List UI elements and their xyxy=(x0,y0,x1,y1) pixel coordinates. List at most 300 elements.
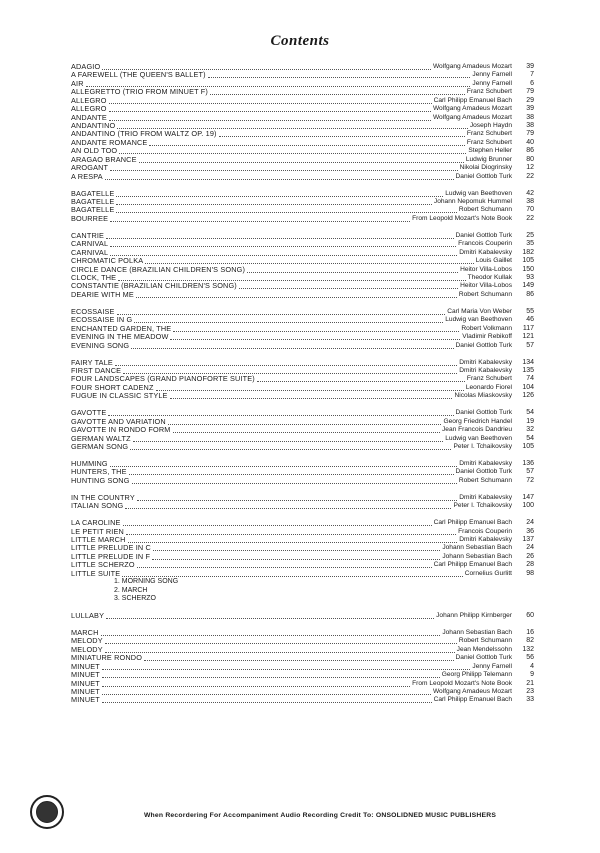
entry-composer: Stephen Heller xyxy=(468,147,512,155)
entry-title: AROGANT xyxy=(71,163,109,173)
entry-page-number: 54 xyxy=(526,409,534,417)
dot-leader xyxy=(110,241,456,247)
sub-movement: 1. MORNING SONG xyxy=(114,578,179,586)
dot-leader xyxy=(134,317,443,323)
entry-title: FIRST DANCE xyxy=(71,365,122,375)
entry-composer: Johann Sebastian Bach xyxy=(442,628,512,636)
dot-leader xyxy=(208,72,471,78)
toc-entry xyxy=(71,342,534,350)
entry-title: MINUET xyxy=(71,686,100,696)
dot-leader xyxy=(126,529,456,535)
entry-composer: Louis Gaillet xyxy=(475,257,512,265)
entry-composer: From Leopold Mozart's Note Book xyxy=(412,679,512,687)
entry-composer: Johann Sebastian Bach xyxy=(442,552,512,560)
dot-leader xyxy=(109,98,432,104)
entry-page-number: 104 xyxy=(522,383,534,391)
entry-composer: Daniel Gottlob Turk xyxy=(455,341,512,349)
entry-page-number: 22 xyxy=(526,172,534,180)
toc-entry xyxy=(71,88,534,96)
entry-title: LITTLE PRELUDE IN F xyxy=(71,551,151,561)
entry-page-number: 26 xyxy=(526,552,534,560)
entry-title: ENCHANTED GARDEN, THE xyxy=(71,323,172,333)
entry-title: GAVOTTE IN RONDO FORM xyxy=(71,425,171,435)
entry-title: DEARIE WITH ME xyxy=(71,289,134,299)
entry-page-number: 134 xyxy=(522,358,534,366)
dot-leader xyxy=(129,469,454,475)
entry-title: ANDANTINO (TRIO FROM WALTZ OP. 19) xyxy=(71,129,217,139)
entry-title: CANTRIE xyxy=(71,230,105,240)
dot-leader xyxy=(156,385,464,391)
toc-entry xyxy=(71,291,534,299)
entry-composer: Wolfgang Amadeus Mozart xyxy=(432,105,512,113)
toc-entry xyxy=(71,97,534,105)
dot-leader xyxy=(152,554,440,560)
dot-leader xyxy=(102,664,471,670)
entry-composer: Jenny Farnell xyxy=(472,71,512,79)
logo-emblem-icon xyxy=(36,801,58,823)
group-spacer xyxy=(71,511,534,520)
entry-page-number: 55 xyxy=(526,307,534,315)
toc-entry xyxy=(71,266,534,274)
entry-composer: Johann Nepomuk Hummel xyxy=(433,198,512,206)
dot-leader xyxy=(118,275,465,281)
entry-title: LITTLE MARCH xyxy=(71,534,126,544)
entry-composer: Jean Mendelssohn xyxy=(456,645,512,653)
entry-page-number: 150 xyxy=(522,265,534,273)
entry-title: CARNIVAL xyxy=(71,247,109,257)
entry-title: ADAGIO xyxy=(71,61,101,71)
entry-page-number: 56 xyxy=(526,654,534,662)
group-spacer xyxy=(71,350,534,359)
entry-page-number: 12 xyxy=(526,164,534,172)
entry-composer: Peter I. Tchaikovsky xyxy=(453,442,512,450)
entry-composer: Robert Schumann xyxy=(458,476,512,484)
entry-composer: Carl Maria Von Weber xyxy=(447,307,512,315)
entry-composer: Heitor Villa-Lobos xyxy=(460,265,512,273)
dot-leader xyxy=(168,419,442,425)
entry-title: FOUR SHORT CADENZ xyxy=(71,382,154,392)
toc-entry xyxy=(71,198,534,206)
entry-page-number: 38 xyxy=(526,198,534,206)
sub-movement: 2. MARCH xyxy=(114,586,148,594)
toc-entry xyxy=(71,528,534,536)
entry-page-number: 135 xyxy=(522,366,534,374)
entry-composer: Nikolai Diogrinsky xyxy=(459,164,512,172)
entry-page-number: 16 xyxy=(526,628,534,636)
group-spacer xyxy=(71,451,534,460)
entry-title: LITTLE SCHERZO xyxy=(71,560,135,570)
dot-leader xyxy=(106,233,453,239)
toc-entry xyxy=(71,553,534,561)
entry-composer: Georg Friedrich Handel xyxy=(443,417,512,425)
entry-composer: Ludwig van Beethoven xyxy=(445,434,512,442)
entry-page-number: 137 xyxy=(522,535,534,543)
dot-leader xyxy=(133,436,443,442)
dot-leader xyxy=(170,334,460,340)
entry-composer: Daniel Gottlob Turk xyxy=(455,409,512,417)
toc-entry xyxy=(71,215,534,223)
toc-entry xyxy=(71,333,534,341)
toc-entry xyxy=(71,460,534,468)
entry-title: ITALIAN SONG xyxy=(71,501,124,511)
entry-title: CHROMATIC POLKA xyxy=(71,256,144,266)
entry-composer: Ludwig van Beethoven xyxy=(445,316,512,324)
entry-title: EVENING IN THE MEADOW xyxy=(71,332,169,342)
dot-leader xyxy=(122,571,462,577)
entry-title: AIR xyxy=(71,78,84,88)
entry-page-number: 105 xyxy=(522,257,534,265)
entry-page-number: 23 xyxy=(526,687,534,695)
entry-title: GAVOTTE xyxy=(71,408,107,418)
entry-title: MINUET xyxy=(71,695,100,705)
entry-title: CIRCLE DANCE (BRAZILIAN CHILDREN'S SONG) xyxy=(71,264,246,274)
entry-page-number: 82 xyxy=(526,637,534,645)
dot-leader xyxy=(116,207,456,213)
toc-entry xyxy=(71,105,534,113)
contents-list xyxy=(71,63,534,705)
entry-composer: Leonardo Fiorel xyxy=(465,383,512,391)
entry-title: GERMAN WALTZ xyxy=(71,433,131,443)
toc-entry xyxy=(71,696,534,704)
entry-page-number: 98 xyxy=(526,569,534,577)
group-spacer xyxy=(71,181,534,190)
entry-page-number: 57 xyxy=(526,468,534,476)
group-spacer xyxy=(71,401,534,410)
entry-composer: Ludwig Brunner xyxy=(465,155,512,163)
publisher-logo xyxy=(30,795,64,829)
toc-entry xyxy=(71,164,534,172)
entry-page-number: 25 xyxy=(526,231,534,239)
entry-composer: Vladimir Rebikoff xyxy=(462,333,512,341)
dot-leader xyxy=(116,191,443,197)
dot-leader xyxy=(117,123,468,129)
entry-page-number: 60 xyxy=(526,611,534,619)
entry-page-number: 72 xyxy=(526,476,534,484)
entry-title: HUMMING xyxy=(71,458,108,468)
dot-leader xyxy=(125,503,451,509)
entry-title: FUGUE IN CLASSIC STYLE xyxy=(71,391,168,401)
group-spacer xyxy=(71,299,534,308)
footer-credit: When Recordering For Accompaniment Audio Recording Credit To: ONSOLIDNED MUSIC PUBLISHERS xyxy=(143,812,497,819)
entry-title: LA CAROLINE xyxy=(71,518,121,528)
dot-leader xyxy=(116,199,432,205)
entry-composer: Dmitri Kabalevsky xyxy=(459,248,512,256)
entry-composer: Carl Philipp Emanuel Bach xyxy=(433,96,512,104)
entry-title: ANDANTE ROMANCE xyxy=(71,137,148,147)
entry-page-number: 54 xyxy=(526,434,534,442)
entry-page-number: 24 xyxy=(526,544,534,552)
entry-composer: Robert Schumann xyxy=(458,206,512,214)
toc-entry xyxy=(71,561,534,569)
entry-composer: Joseph Haydn xyxy=(469,122,512,130)
entry-composer: From Leopold Mozart's Note Book xyxy=(412,214,512,222)
dot-leader xyxy=(110,216,410,222)
entry-composer: Wolfgang Amadeus Mozart xyxy=(432,687,512,695)
entry-title: CLOCK, THE xyxy=(71,273,117,283)
toc-entry xyxy=(71,426,534,434)
entry-composer: Robert Schumann xyxy=(458,637,512,645)
entry-page-number: 35 xyxy=(526,240,534,248)
entry-composer: Dmitri Kabalevsky xyxy=(459,366,512,374)
toc-entry xyxy=(71,494,534,502)
entry-title: HUNTING SONG xyxy=(71,475,130,485)
dot-leader xyxy=(173,427,440,433)
entry-page-number: 39 xyxy=(526,62,534,70)
entry-composer: Theodor Kullak xyxy=(467,274,512,282)
entry-composer: Carl Philipp Emanuel Bach xyxy=(433,519,512,527)
entry-composer: Ludwig van Beethoven xyxy=(445,189,512,197)
page-title: Contents xyxy=(270,33,330,49)
entry-page-number: 79 xyxy=(526,130,534,138)
toc-entry xyxy=(71,612,534,620)
entry-composer: Johann Philipp Kirnberger xyxy=(436,611,512,619)
entry-composer: Daniel Gottlob Turk xyxy=(455,654,512,662)
entry-page-number: 136 xyxy=(522,459,534,467)
toc-entry xyxy=(71,671,534,679)
dot-leader xyxy=(149,140,464,146)
entry-page-number: 86 xyxy=(526,147,534,155)
toc-entry xyxy=(71,637,534,645)
entry-composer: Daniel Gottlob Turk xyxy=(455,231,512,239)
group-spacer xyxy=(71,485,534,494)
toc-entry xyxy=(71,663,534,671)
toc-entry xyxy=(71,629,534,637)
dot-leader xyxy=(101,630,441,636)
toc-entry xyxy=(71,240,534,248)
entry-page-number: 39 xyxy=(526,105,534,113)
entry-page-number: 105 xyxy=(522,442,534,450)
dot-leader xyxy=(109,106,431,112)
entry-title: GAVOTTE AND VARIATION xyxy=(71,416,166,426)
entry-composer: Francois Couperin xyxy=(458,527,512,535)
toc-entry xyxy=(71,680,534,688)
entry-title: LULLABY xyxy=(71,610,105,620)
group-spacer xyxy=(71,620,534,629)
entry-page-number: 126 xyxy=(522,392,534,400)
entry-title: MINUET xyxy=(71,661,100,671)
dot-leader xyxy=(170,393,453,399)
dot-leader xyxy=(247,267,458,273)
toc-entry xyxy=(71,502,534,510)
toc-entry xyxy=(71,114,534,122)
entry-composer: Jenny Farnell xyxy=(472,662,512,670)
dot-leader xyxy=(102,672,440,678)
entry-composer: Daniel Gottlob Turk xyxy=(455,468,512,476)
entry-page-number: 38 xyxy=(526,113,534,121)
entry-title: MINUET xyxy=(71,670,100,680)
dot-leader xyxy=(139,157,464,163)
entry-page-number: 79 xyxy=(526,88,534,96)
toc-entry xyxy=(71,477,534,485)
entry-title: ECOSSAISE xyxy=(71,306,115,316)
entry-page-number: 70 xyxy=(526,206,534,214)
dot-leader xyxy=(119,148,466,154)
dot-leader xyxy=(105,647,455,653)
group-spacer xyxy=(71,604,534,613)
dot-leader xyxy=(117,309,446,315)
toc-entry xyxy=(71,173,534,181)
dot-leader xyxy=(105,638,457,644)
dot-leader xyxy=(239,283,458,289)
entry-page-number: 22 xyxy=(526,214,534,222)
entry-composer: Dmitri Kabalevsky xyxy=(459,493,512,501)
dot-leader xyxy=(130,444,451,450)
toc-entry xyxy=(71,147,534,155)
entry-page-number: 74 xyxy=(526,375,534,383)
group-spacer xyxy=(71,223,534,232)
entry-title: BAGATELLE xyxy=(71,205,115,215)
entry-composer: Dmitri Kabalevsky xyxy=(459,459,512,467)
entry-composer: Daniel Gottlob Turk xyxy=(455,172,512,180)
dot-leader xyxy=(115,360,457,366)
entry-composer: Franz Schubert xyxy=(466,138,512,146)
dot-leader xyxy=(145,258,473,264)
entry-title: ANDANTE xyxy=(71,112,107,122)
dot-leader xyxy=(123,368,457,374)
dot-leader xyxy=(102,681,410,687)
entry-title: GERMAN SONG xyxy=(71,441,129,451)
toc-entry xyxy=(71,156,534,164)
entry-composer: Wolfgang Amadeus Mozart xyxy=(432,113,512,121)
entry-page-number: 40 xyxy=(526,138,534,146)
dot-leader xyxy=(144,655,454,661)
dot-leader xyxy=(123,520,432,526)
toc-entry xyxy=(71,654,534,662)
entry-composer: Franz Schubert xyxy=(466,130,512,138)
entry-page-number: 117 xyxy=(522,324,534,332)
entry-composer: Georg Philipp Telemann xyxy=(441,671,512,679)
entry-composer: Johann Sebastian Bach xyxy=(442,544,512,552)
entry-title: HUNTERS, THE xyxy=(71,467,127,477)
entry-composer: Wolfgang Amadeus Mozart xyxy=(432,62,512,70)
entry-page-number: 21 xyxy=(526,679,534,687)
entry-composer: Peter I. Tchaikovsky xyxy=(453,502,512,510)
entry-page-number: 149 xyxy=(522,282,534,290)
toc-entry xyxy=(71,688,534,696)
entry-title: AN OLD TOO xyxy=(71,146,118,156)
dot-leader xyxy=(102,689,431,695)
toc-entry xyxy=(71,468,534,476)
entry-title: BOURREE xyxy=(71,213,109,223)
entry-composer: Carl Philipp Emanuel Bach xyxy=(433,561,512,569)
entry-composer: Franz Schubert xyxy=(466,88,512,96)
entry-page-number: 19 xyxy=(526,417,534,425)
toc-entry xyxy=(71,71,534,79)
entry-page-number: 33 xyxy=(526,696,534,704)
dot-leader xyxy=(153,545,440,551)
dot-leader xyxy=(86,81,471,87)
toc-entry xyxy=(71,190,534,198)
entry-title: ANDANTINO xyxy=(71,121,116,131)
dot-leader xyxy=(102,64,431,70)
entry-title: LITTLE SUITE xyxy=(71,568,121,578)
entry-composer: Carl Philipp Emanuel Bach xyxy=(433,696,512,704)
entry-page-number: 36 xyxy=(526,527,534,535)
entry-page-number: 80 xyxy=(526,155,534,163)
toc-entry xyxy=(71,308,534,316)
entry-composer: Jean Francois Dandrieu xyxy=(441,426,512,434)
entry-composer: Franz Schubert xyxy=(466,375,512,383)
entry-page-number: 46 xyxy=(526,316,534,324)
entry-composer: Nicolas Miaskovsky xyxy=(454,392,512,400)
entry-page-number: 38 xyxy=(526,122,534,130)
toc-entry xyxy=(71,519,534,527)
dot-leader xyxy=(137,562,432,568)
entry-composer: Robert Volkmann xyxy=(461,324,512,332)
entry-title: BAGATELLE xyxy=(71,197,115,207)
toc-entry xyxy=(71,232,534,240)
dot-leader xyxy=(219,131,465,137)
entry-page-number: 42 xyxy=(526,189,534,197)
entry-page-number: 6 xyxy=(530,79,534,87)
toc-entry xyxy=(71,443,534,451)
entry-title: A RESPA xyxy=(71,171,103,181)
entry-title: A FAREWELL (THE QUEEN'S BALLET) xyxy=(71,70,206,80)
toc-entry xyxy=(71,283,534,291)
toc-entry xyxy=(71,207,534,215)
entry-title: MARCH xyxy=(71,627,99,637)
entry-page-number: 100 xyxy=(522,502,534,510)
dot-leader xyxy=(110,165,457,171)
entry-title: CARNIVAL xyxy=(71,239,109,249)
entry-title: FOUR LANDSCAPES (GRAND PIANOFORTE SUITE) xyxy=(71,374,255,384)
entry-page-number: 29 xyxy=(526,96,534,104)
toc-entry xyxy=(71,359,534,367)
entry-composer: Francois Couperin xyxy=(458,240,512,248)
entry-composer: Robert Schumann xyxy=(458,290,512,298)
entry-page-number: 7 xyxy=(530,71,534,79)
dot-leader xyxy=(257,376,465,382)
dot-leader xyxy=(109,115,431,121)
entry-title: ARAGAO BRANCE xyxy=(71,154,137,164)
dot-leader xyxy=(106,613,434,619)
entry-title: ECOSSAISE IN G xyxy=(71,315,133,325)
dot-leader xyxy=(132,478,457,484)
entry-title: BAGATELLE xyxy=(71,188,115,198)
toc-entry xyxy=(71,570,534,578)
entry-title: MINUET xyxy=(71,678,100,688)
entry-page-number: 121 xyxy=(522,333,534,341)
entry-title: MELODY xyxy=(71,636,103,646)
entry-page-number: 132 xyxy=(522,645,534,653)
dot-leader xyxy=(136,292,457,298)
entry-title: CONSTANTIE (BRAZILIAN CHILDREN'S SONG) xyxy=(71,281,237,291)
entry-page-number: 147 xyxy=(522,493,534,501)
dot-leader xyxy=(105,174,454,180)
entry-title: ALLEGRO xyxy=(71,104,107,114)
dot-leader xyxy=(128,537,458,543)
entry-page-number: 32 xyxy=(526,426,534,434)
entry-page-number: 93 xyxy=(526,274,534,282)
toc-entry xyxy=(71,139,534,147)
entry-title: EVENING SONG xyxy=(71,340,130,350)
dot-leader xyxy=(110,461,458,467)
entry-page-number: 86 xyxy=(526,290,534,298)
entry-composer: Jenny Farnell xyxy=(472,79,512,87)
entry-page-number: 4 xyxy=(530,662,534,670)
dot-leader xyxy=(110,250,457,256)
entry-page-number: 182 xyxy=(522,248,534,256)
dot-leader xyxy=(102,697,432,703)
entry-page-number: 9 xyxy=(530,671,534,679)
sub-movement: 3. SCHERZO xyxy=(114,595,157,603)
dot-leader xyxy=(173,326,459,332)
entry-title: FAIRY TALE xyxy=(71,357,113,367)
entry-composer: Dmitri Kabalevsky xyxy=(459,358,512,366)
entry-title: IN THE COUNTRY xyxy=(71,492,135,502)
dot-leader xyxy=(108,410,453,416)
entry-title: MELODY xyxy=(71,644,103,654)
